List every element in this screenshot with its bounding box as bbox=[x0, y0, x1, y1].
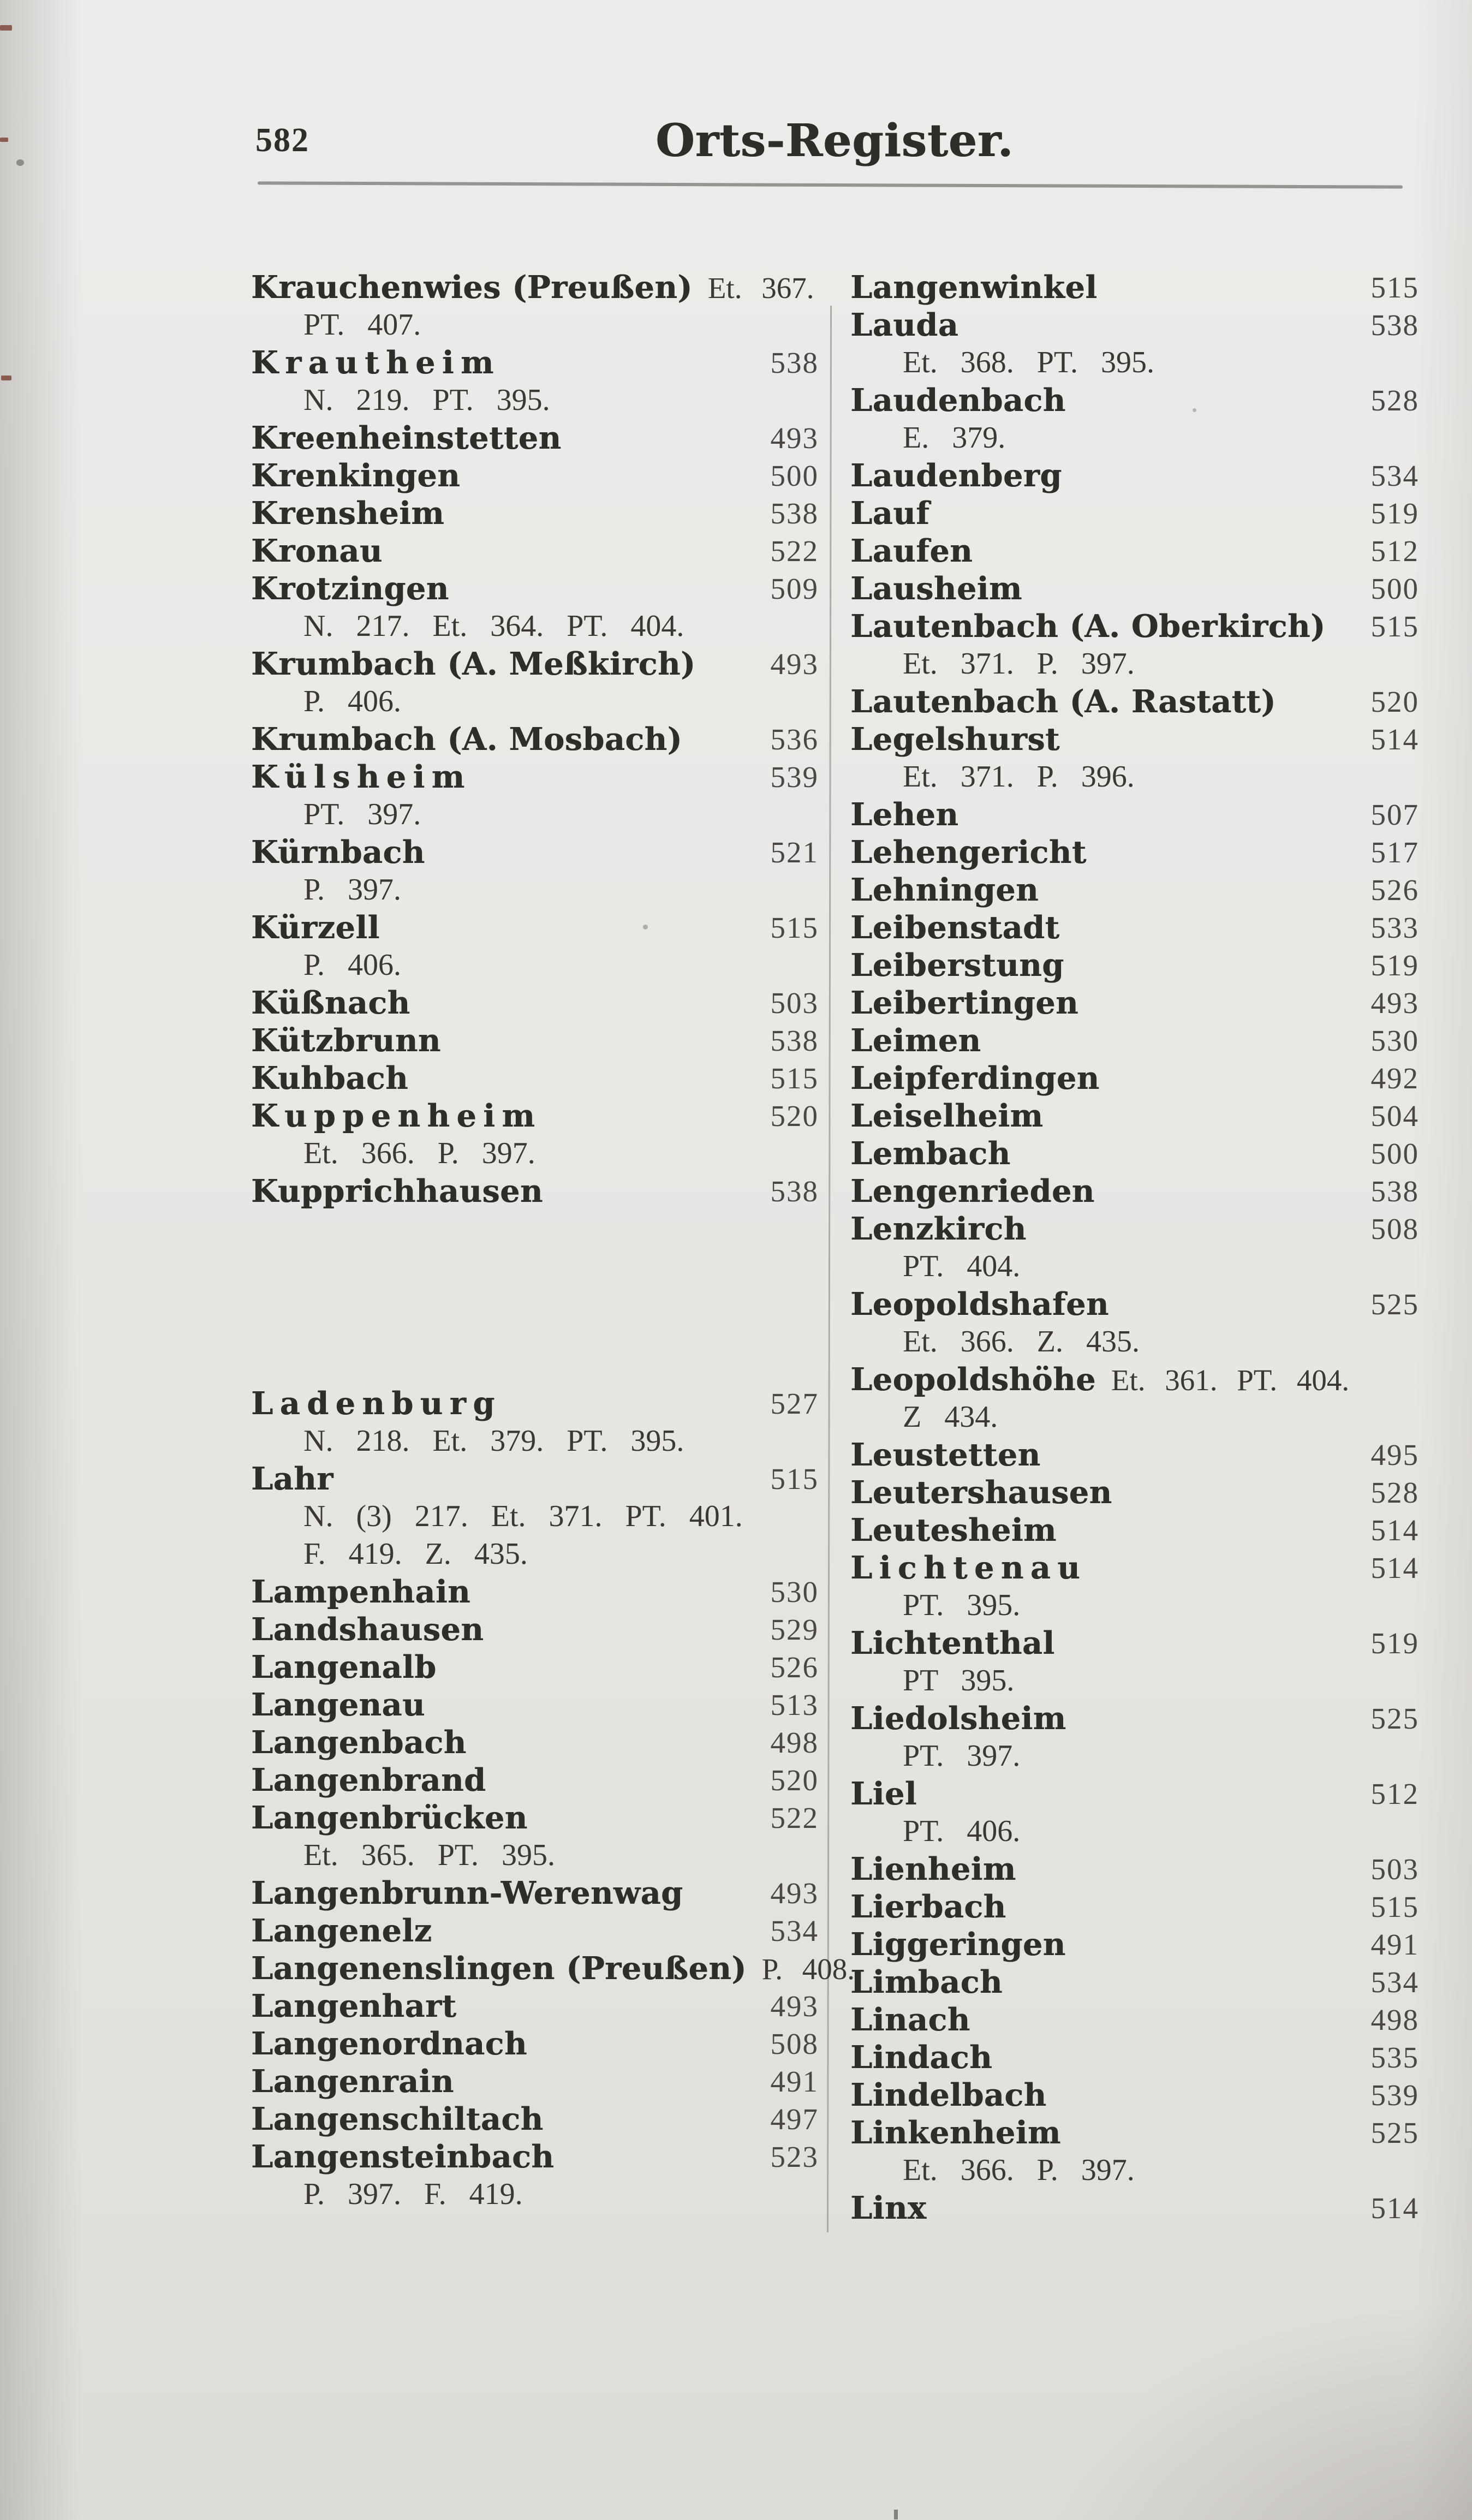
index-column-left bbox=[251, 269, 855, 2213]
reference-text: E. 379. bbox=[903, 421, 1006, 455]
place-name: Limbach bbox=[850, 1964, 1003, 2000]
reference-text: P. 397. bbox=[303, 873, 401, 907]
scan-bottom-tick bbox=[894, 2510, 898, 2519]
scan-edge-mark bbox=[0, 138, 8, 142]
index-entry-row bbox=[850, 720, 1419, 758]
page-number: 515 bbox=[1370, 271, 1419, 304]
index-entry-row bbox=[850, 683, 1419, 720]
place-name: Leiselheim bbox=[850, 1098, 1044, 1134]
column-divider-rule bbox=[827, 306, 832, 2232]
place-name: Leopoldshöhe bbox=[850, 1361, 1096, 1398]
index-entry-row bbox=[251, 1022, 819, 1059]
scan-speck bbox=[1193, 408, 1196, 412]
index-entry-row bbox=[850, 946, 1419, 984]
page-number: 522 bbox=[770, 1801, 819, 1834]
index-ref-row bbox=[251, 306, 819, 344]
reference-text: PT. 404. bbox=[903, 1249, 1021, 1283]
index-entry-row bbox=[850, 570, 1419, 607]
place-name: Langenordnach bbox=[251, 2025, 527, 2062]
reference-text: N. 218. Et. 379. PT. 395. bbox=[303, 1424, 684, 1458]
page-number: 538 bbox=[770, 497, 819, 530]
place-name: Lausheim bbox=[850, 570, 1022, 607]
page-number: 493 bbox=[770, 647, 819, 681]
index-ref-row bbox=[850, 1587, 1419, 1624]
index-entry-row bbox=[850, 457, 1419, 495]
place-name: Ladenburg bbox=[251, 1385, 502, 1422]
index-entry-row bbox=[251, 1460, 819, 1498]
place-name: Langenenslingen (Preußen) bbox=[251, 1950, 747, 1987]
index-entry-row bbox=[251, 720, 819, 758]
index-ref-row bbox=[251, 946, 819, 984]
reference-text: Et. 366. P. 397. bbox=[903, 2153, 1135, 2187]
index-entry-row bbox=[251, 532, 819, 570]
reference-text: PT. 406. bbox=[903, 1814, 1021, 1848]
index-ref-row bbox=[251, 382, 819, 419]
reference-text: Et. 371. P. 396. bbox=[903, 760, 1135, 794]
index-ref-row bbox=[251, 683, 819, 720]
index-entry-row bbox=[850, 1172, 1419, 1210]
page-number: 535 bbox=[1370, 2041, 1419, 2074]
place-name: Krenkingen bbox=[251, 457, 461, 494]
index-entry-row bbox=[850, 1549, 1419, 1587]
place-name: Krensheim bbox=[251, 495, 445, 532]
place-name: Langensteinbach bbox=[251, 2138, 555, 2175]
page-number: 534 bbox=[770, 1914, 819, 1947]
index-entry-row bbox=[251, 344, 819, 382]
place-name: Leutershausen bbox=[850, 1474, 1112, 1511]
page-number: 515 bbox=[1370, 1890, 1419, 1923]
place-name: Laudenberg bbox=[850, 457, 1062, 494]
scan-speck bbox=[643, 925, 648, 930]
place-name: Lengenrieden bbox=[850, 1173, 1095, 1210]
place-name: Langenbach bbox=[251, 1724, 467, 1761]
reference-text: P. 397. F. 419. bbox=[303, 2177, 523, 2211]
place-name: Küßnach bbox=[251, 985, 410, 1021]
place-name: Kuppenheim bbox=[251, 1098, 542, 1134]
place-name: Kürzell bbox=[251, 909, 380, 946]
index-entry-row bbox=[850, 1775, 1419, 1813]
index-entry-row bbox=[850, 2001, 1419, 2039]
index-entry-row bbox=[850, 1285, 1419, 1323]
index-entry-row bbox=[850, 607, 1419, 645]
index-entry-row bbox=[850, 1022, 1419, 1059]
page-number: 500 bbox=[770, 459, 819, 492]
index-entry-row bbox=[850, 1700, 1419, 1737]
index-entry-row bbox=[850, 1888, 1419, 1926]
page-number: 534 bbox=[1370, 459, 1419, 492]
index-entry-row bbox=[850, 1361, 1419, 1398]
reference-text: N. 219. PT. 395. bbox=[303, 383, 550, 417]
page-number: 538 bbox=[770, 346, 819, 379]
place-name: Kupprichhausen bbox=[251, 1173, 543, 1210]
place-name: Lautenbach (A. Rastatt) bbox=[850, 683, 1276, 720]
page-number: 520 bbox=[770, 1099, 819, 1133]
reference-text: PT. 407. bbox=[303, 308, 421, 342]
page-number: 498 bbox=[1370, 2003, 1419, 2036]
page-number: 528 bbox=[1370, 1476, 1419, 1509]
place-name: Lichtenthal bbox=[850, 1625, 1055, 1661]
index-entry-row bbox=[251, 1059, 819, 1097]
index-entry-row bbox=[251, 2025, 819, 2063]
page-number: 527 bbox=[770, 1387, 819, 1420]
place-name: Lautenbach (A. Oberkirch) bbox=[850, 608, 1326, 645]
index-entry-row bbox=[850, 1436, 1419, 1474]
place-name: Langenbrunn-Werenwag bbox=[251, 1875, 683, 1911]
index-entry-row bbox=[850, 1059, 1419, 1097]
index-ref-row bbox=[850, 1323, 1419, 1361]
page-number: 503 bbox=[1370, 1852, 1419, 1886]
page-number: 526 bbox=[1370, 873, 1419, 907]
index-entry-row bbox=[850, 833, 1419, 871]
scan-speck bbox=[16, 159, 24, 166]
page-number: 530 bbox=[1370, 1024, 1419, 1057]
index-ref-row bbox=[850, 419, 1419, 457]
index-entry-row bbox=[251, 833, 819, 871]
page-number: 509 bbox=[770, 572, 819, 605]
index-entry-row bbox=[251, 570, 819, 607]
index-ref-row bbox=[850, 1662, 1419, 1700]
place-name: Lindach bbox=[850, 2039, 993, 2076]
index-ref-row bbox=[251, 2176, 819, 2213]
index-entry-row bbox=[251, 1987, 819, 2025]
place-name: Laudenbach bbox=[850, 382, 1066, 419]
page-number: 522 bbox=[770, 534, 819, 568]
page-number: 514 bbox=[1370, 1514, 1419, 1547]
index-entry-row bbox=[850, 1511, 1419, 1549]
page-number: 539 bbox=[770, 760, 819, 794]
page-number: 493 bbox=[770, 1876, 819, 1910]
index-ref-row bbox=[850, 1248, 1419, 1285]
inline-reference: Et. 367. bbox=[707, 271, 814, 305]
index-ref-row bbox=[850, 344, 1419, 382]
page-number: 533 bbox=[1370, 911, 1419, 944]
page-number: 513 bbox=[770, 1688, 819, 1721]
reference-text: N. (3) 217. Et. 371. PT. 401. bbox=[303, 1499, 743, 1533]
reference-text: Z 434. bbox=[903, 1400, 998, 1434]
page-number: 512 bbox=[1370, 1777, 1419, 1810]
index-entry-row bbox=[251, 1799, 819, 1837]
index-entry-row bbox=[251, 2138, 819, 2176]
place-name: Krumbach (A. Mosbach) bbox=[251, 721, 683, 758]
page-number: 525 bbox=[1370, 1288, 1419, 1321]
page-number: 512 bbox=[1370, 534, 1419, 568]
place-name: Laufen bbox=[850, 533, 973, 569]
place-name: Langenhart bbox=[251, 1988, 457, 2024]
place-name: Leibertingen bbox=[850, 985, 1078, 1021]
reference-text: PT. 397. bbox=[903, 1739, 1021, 1773]
place-name: Lehen bbox=[850, 796, 959, 833]
index-entry-row bbox=[251, 1686, 819, 1724]
index-entry-row bbox=[251, 758, 819, 796]
place-name: Legelshurst bbox=[850, 721, 1060, 758]
place-name: Langenbrücken bbox=[251, 1800, 528, 1836]
index-entry-row bbox=[251, 1950, 855, 1987]
index-entry-row bbox=[251, 1648, 819, 1686]
page-number: 515 bbox=[1370, 610, 1419, 643]
index-entry-row bbox=[850, 1624, 1419, 1662]
reference-text: PT. 397. bbox=[303, 797, 421, 831]
index-ref-row bbox=[850, 1813, 1419, 1850]
page-number: 525 bbox=[1370, 2116, 1419, 2149]
index-entry-row bbox=[251, 645, 819, 683]
index-ref-row bbox=[850, 645, 1419, 683]
index-ref-row bbox=[850, 2152, 1419, 2189]
reference-text: N. 217. Et. 364. PT. 404. bbox=[303, 609, 684, 643]
place-name: Lierbach bbox=[850, 1888, 1006, 1925]
place-name: Lahr bbox=[251, 1461, 333, 1497]
reference-text: PT 395. bbox=[903, 1664, 1015, 1697]
index-entry-row bbox=[850, 306, 1419, 344]
page-folio-number: 582 bbox=[255, 122, 309, 159]
page-number: 538 bbox=[770, 1175, 819, 1208]
place-name: Langenelz bbox=[251, 1913, 432, 1949]
page-number: 493 bbox=[770, 1989, 819, 2023]
place-name: Linkenheim bbox=[850, 2114, 1061, 2151]
place-name: Lienheim bbox=[850, 1851, 1016, 1887]
place-name: Leimen bbox=[850, 1022, 981, 1059]
place-name: Langenrain bbox=[251, 2063, 454, 2100]
page-number: 493 bbox=[770, 421, 819, 455]
scan-edge-mark bbox=[1, 376, 11, 380]
page-number: 493 bbox=[1370, 986, 1419, 1020]
scan-edge-mark bbox=[0, 25, 12, 31]
page-number: 525 bbox=[1370, 1702, 1419, 1735]
page-number: 529 bbox=[770, 1613, 819, 1646]
page-number: 498 bbox=[770, 1726, 819, 1759]
index-ref-row bbox=[251, 871, 819, 909]
place-name: Kreenheinstetten bbox=[251, 420, 562, 456]
page-number: 514 bbox=[1370, 1551, 1419, 1584]
reference-text: P. 406. bbox=[303, 684, 401, 718]
page-number: 508 bbox=[1370, 1212, 1419, 1246]
place-name: Leutesheim bbox=[850, 1512, 1057, 1548]
index-entry-row bbox=[251, 457, 819, 495]
index-ref-row bbox=[251, 1837, 819, 1874]
reference-text: Et. 366. P. 397. bbox=[303, 1136, 535, 1170]
index-entry-row bbox=[850, 2076, 1419, 2114]
index-ref-row bbox=[850, 1737, 1419, 1775]
index-entry-row bbox=[251, 1912, 819, 1950]
page-number: 515 bbox=[770, 1062, 819, 1095]
index-entry-row bbox=[251, 1573, 819, 1611]
page-number: 507 bbox=[1370, 798, 1419, 831]
index-entry-row bbox=[251, 1724, 819, 1761]
place-name: Langenau bbox=[251, 1687, 425, 1723]
place-name: Leibenstadt bbox=[850, 909, 1060, 946]
index-ref-row bbox=[251, 1535, 819, 1573]
reference-text: Et. 366. Z. 435. bbox=[903, 1325, 1140, 1359]
place-name: Krautheim bbox=[251, 344, 500, 381]
index-entry-row bbox=[850, 2189, 1419, 2227]
page-number: 519 bbox=[1370, 497, 1419, 530]
page-number: 500 bbox=[1370, 1137, 1419, 1170]
place-name: Lembach bbox=[850, 1135, 1011, 1172]
index-entry-row bbox=[850, 1926, 1419, 1963]
index-entry-row bbox=[251, 1097, 819, 1135]
index-entry-row bbox=[850, 871, 1419, 909]
page-title: Orts-Register. bbox=[655, 115, 1014, 167]
index-entry-row bbox=[251, 984, 819, 1022]
index-entry-row bbox=[850, 2114, 1419, 2152]
index-entry-row bbox=[850, 1135, 1419, 1172]
index-ref-row bbox=[251, 796, 819, 833]
page-number: 520 bbox=[770, 1764, 819, 1797]
reference-text: Et. 368. PT. 395. bbox=[903, 345, 1154, 379]
index-entry-row bbox=[850, 532, 1419, 570]
page-number: 519 bbox=[1370, 1627, 1419, 1660]
section-gap bbox=[251, 1210, 819, 1385]
index-column-right bbox=[850, 269, 1419, 2227]
place-name: Linach bbox=[850, 2001, 970, 2038]
index-entry-row bbox=[850, 382, 1419, 419]
place-name: Langenbrand bbox=[251, 1762, 486, 1798]
index-ref-row bbox=[251, 1135, 819, 1172]
index-entry-row bbox=[850, 495, 1419, 532]
page-number: 504 bbox=[1370, 1099, 1419, 1133]
index-entry-row bbox=[850, 984, 1419, 1022]
index-entry-row bbox=[251, 2063, 819, 2100]
place-name: Leustetten bbox=[850, 1437, 1041, 1473]
place-name: Krumbach (A. Meßkirch) bbox=[251, 646, 696, 682]
page-number: 508 bbox=[770, 2027, 819, 2060]
place-name: Lichtenau bbox=[850, 1550, 1087, 1586]
page-number: 536 bbox=[770, 723, 819, 756]
place-name: Landshausen bbox=[251, 1611, 484, 1648]
index-entry-row bbox=[251, 1761, 819, 1799]
place-name: Lauda bbox=[850, 307, 959, 343]
page-number: 500 bbox=[1370, 572, 1419, 605]
reference-text: P. 406. bbox=[303, 948, 401, 982]
index-entry-row bbox=[850, 2039, 1419, 2076]
page-number: 538 bbox=[1370, 308, 1419, 342]
index-entry-row bbox=[251, 2100, 819, 2138]
page-number: 539 bbox=[1370, 2078, 1419, 2112]
reference-text: Et. 365. PT. 395. bbox=[303, 1838, 555, 1872]
place-name: Liel bbox=[850, 1776, 917, 1812]
inline-reference: Et. 361. PT. 404. bbox=[1111, 1363, 1350, 1397]
page-number: 497 bbox=[770, 2102, 819, 2136]
index-entry-row bbox=[850, 1474, 1419, 1511]
inline-reference: P. 408. bbox=[761, 1952, 855, 1986]
place-name: Lauf bbox=[850, 495, 930, 532]
reference-text: PT. 395. bbox=[903, 1588, 1021, 1622]
place-name: Lenzkirch bbox=[850, 1211, 1027, 1247]
place-name: Lindelbach bbox=[850, 2077, 1047, 2113]
page-number: 534 bbox=[1370, 1965, 1419, 1999]
index-ref-row bbox=[251, 607, 819, 645]
index-entry-row bbox=[850, 269, 1419, 306]
place-name: Kronau bbox=[251, 533, 383, 569]
page-number: 515 bbox=[770, 1462, 819, 1496]
page-number: 538 bbox=[770, 1024, 819, 1057]
place-name: Krauchenwies (Preußen) bbox=[251, 269, 693, 306]
page-number: 491 bbox=[1370, 1928, 1419, 1961]
index-entry-row bbox=[850, 909, 1419, 946]
index-entry-row bbox=[251, 909, 819, 946]
reference-text: Et. 371. P. 397. bbox=[903, 647, 1135, 681]
place-name: Lehningen bbox=[850, 872, 1039, 908]
place-name: Liedolsheim bbox=[850, 1700, 1066, 1737]
reference-text: F. 419. Z. 435. bbox=[303, 1537, 528, 1571]
place-name: Kützbrunn bbox=[251, 1022, 441, 1059]
place-name: Leipferdingen bbox=[850, 1060, 1100, 1097]
page-number: 514 bbox=[1370, 2191, 1419, 2225]
index-entry-row bbox=[850, 1097, 1419, 1135]
index-entry-row bbox=[850, 796, 1419, 833]
index-entry-row bbox=[251, 1611, 819, 1648]
index-entry-row bbox=[251, 495, 819, 532]
index-ref-row bbox=[850, 758, 1419, 796]
page-number: 515 bbox=[770, 911, 819, 944]
place-name: Leopoldshafen bbox=[850, 1286, 1109, 1322]
page-number: 520 bbox=[1370, 685, 1419, 718]
index-ref-row bbox=[850, 1398, 1419, 1436]
page-number: 492 bbox=[1370, 1062, 1419, 1095]
place-name: Kuhbach bbox=[251, 1060, 409, 1097]
index-entry-row bbox=[251, 1874, 819, 1912]
index-entry-row bbox=[850, 1850, 1419, 1888]
index-entry-row bbox=[251, 1172, 819, 1210]
page-number: 526 bbox=[770, 1651, 819, 1684]
page-number: 517 bbox=[1370, 836, 1419, 869]
place-name: Langenalb bbox=[251, 1649, 437, 1685]
page-number: 503 bbox=[770, 986, 819, 1020]
index-entry-row bbox=[850, 1210, 1419, 1248]
page-number: 528 bbox=[1370, 384, 1419, 417]
page-number: 530 bbox=[770, 1575, 819, 1608]
place-name: Liggeringen bbox=[850, 1926, 1066, 1963]
index-entry-row bbox=[850, 1963, 1419, 2001]
place-name: Krotzingen bbox=[251, 570, 449, 607]
place-name: Lampenhain bbox=[251, 1574, 471, 1610]
page-number: 514 bbox=[1370, 723, 1419, 756]
place-name: Langenwinkel bbox=[850, 269, 1098, 306]
index-ref-row bbox=[251, 1498, 819, 1535]
page-number: 523 bbox=[770, 2140, 819, 2173]
page-number: 538 bbox=[1370, 1175, 1419, 1208]
header-rule bbox=[258, 181, 1403, 188]
index-entry-row bbox=[251, 419, 819, 457]
index-entry-row bbox=[251, 269, 819, 306]
place-name: Langenschiltach bbox=[251, 2101, 544, 2137]
place-name: Linx bbox=[850, 2190, 927, 2226]
page-number: 521 bbox=[770, 836, 819, 869]
place-name: Lehengericht bbox=[850, 834, 1087, 871]
page-number: 491 bbox=[770, 2065, 819, 2098]
page-number: 519 bbox=[1370, 949, 1419, 982]
index-entry-row bbox=[251, 1385, 819, 1422]
index-ref-row bbox=[251, 1422, 819, 1460]
place-name: Kürnbach bbox=[251, 834, 425, 871]
page-number: 495 bbox=[1370, 1438, 1419, 1472]
place-name: Külsheim bbox=[251, 759, 472, 795]
place-name: Leiberstung bbox=[850, 947, 1064, 984]
